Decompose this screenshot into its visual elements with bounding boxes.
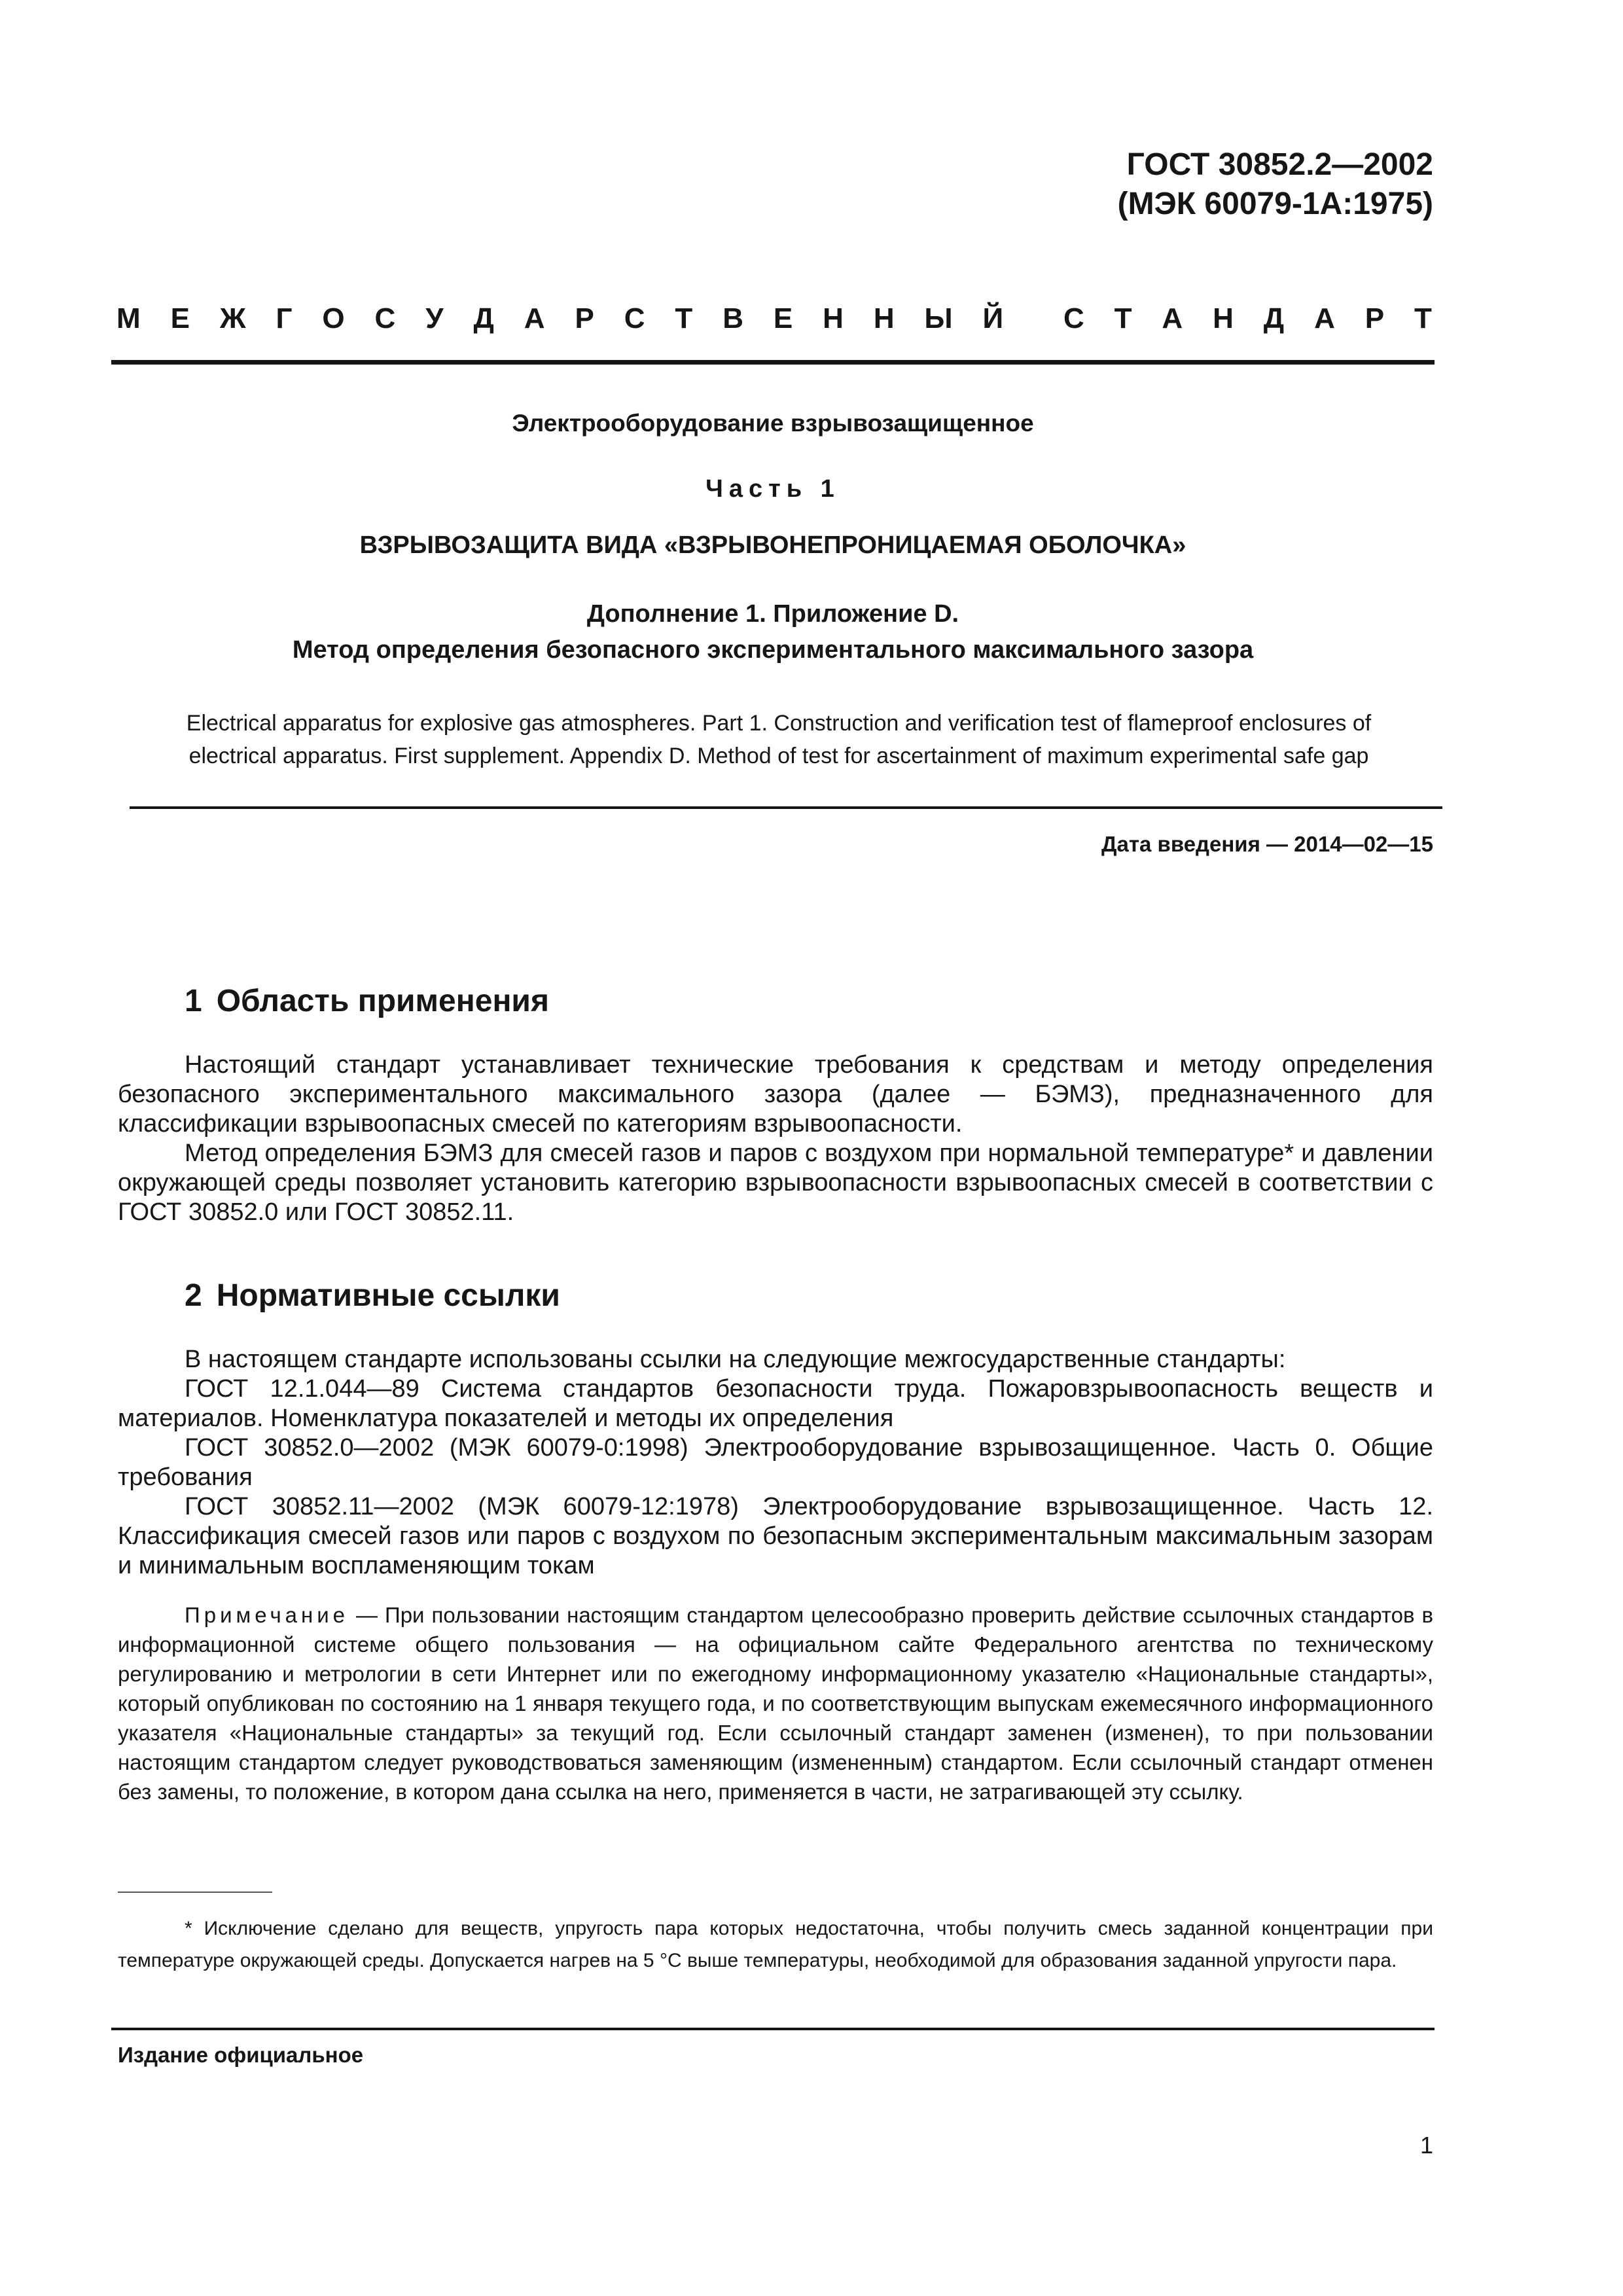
heading-letter: А (1162, 302, 1183, 334)
note (118, 1600, 1433, 1806)
heading-letter: С (374, 302, 396, 334)
heading-letter: А (1314, 302, 1335, 334)
interstate-standard-heading (116, 302, 1432, 335)
heading-letter: Е (773, 302, 793, 334)
section-heading (185, 982, 549, 1021)
note-text: — При пользовании настоящим стандартом целесообразно проверить действие ссылочных стандартов в информационной системе общего пользования — на официальном сайте Федерального агентства по техническому регулированию и метрологии в сети Интернет или по ежегодному информационному указателю «Национальные стандарты», который опубликован по состоянию на 1 января текущего года, и по соответствующим выпускам ежемесячного информационного указателя «Национальные стандарты» за текущий год. Если ссылочный стандарт заменен (изменен), то при пользовании настоящим стандартом следует руководствоваться заменяющим (измененным) стандартом. Если ссылочный стандарт отменен без замены, то положение, в котором дана ссылка на него, применяется в части, не затрагивающей эту ссылку. (118, 1603, 1433, 1804)
heading-letter: Г (276, 302, 293, 334)
heading-letter: Ы (924, 302, 953, 334)
heading-letter: Й (982, 302, 1004, 334)
heading-letter: О (322, 302, 345, 334)
paragraph: ГОСТ 12.1.044—89 Система стандартов безопасности труда. Пожаровзрывоопасность веществ и материалов. Номенклатура показателей и методы их определения (118, 1375, 1433, 1432)
english-title-line: Electrical apparatus for explosive gas atmospheres. Part 1. Construction and verification test of flameproof enclosures of (186, 711, 1372, 736)
footnote: * Исключение сделано для веществ, упругость пара которых недостаточна, чтобы получить смесь заданной концентрации при температуре окружающей среды. Допускается нагрев на 5 °С выше температуры, необходимой для образования заданной упругости пара. (118, 1918, 1433, 1971)
section-number: 2 (185, 1278, 202, 1313)
section-heading (185, 1276, 560, 1316)
paragraph: В настоящем стандарте использованы ссылки на следующие межгосударственные стандарты: (185, 1346, 1286, 1373)
note-label: Примечание (185, 1603, 349, 1627)
heading-letter: Р (1364, 302, 1385, 334)
title-part: Часть 1 (705, 475, 840, 503)
section-body (118, 1345, 1433, 1581)
heading-letter: У (425, 302, 444, 334)
heading-letter: С (624, 302, 645, 334)
heading-letter: В (722, 302, 743, 334)
english-title (118, 707, 1440, 772)
section-body (118, 1050, 1433, 1227)
gost-number: ГОСТ 30852.2—2002 (1126, 147, 1433, 182)
footer-divider (111, 2028, 1435, 2030)
heading-letter: Т (675, 302, 693, 334)
iec-number: (МЭК 60079-1А:1975) (1117, 187, 1433, 221)
heading-letter: Н (1213, 302, 1234, 334)
title-method: Метод определения безопасного экспериментального максимального зазора (292, 636, 1254, 664)
heading-letter: Р (575, 302, 594, 334)
heading-letter: Н (823, 302, 844, 334)
heading-letter: Ж (219, 302, 246, 334)
title-subtitle: ВЗРЫВОЗАЩИТА ВИДА «ВЗРЫВОНЕПРОНИЦАЕМАЯ ОБОЛОЧКА» (359, 531, 1186, 559)
introduction-date: Дата введения — 2014—02—15 (1101, 832, 1433, 856)
heading-letter: Д (1263, 302, 1285, 334)
paragraph: ГОСТ 30852.11—2002 (МЭК 60079-12:1978) Электрооборудование взрывозащищенное. Часть 12. Классификация смесей газов или паров с воздухом по безопасным экспериментальным максимальным зазорам и минимальным воспламеняющим токам (118, 1493, 1433, 1579)
section-number: 1 (185, 984, 202, 1018)
english-title-line: electrical apparatus. First supplement. Appendix D. Method of test for ascertainment of maximum experimental safe gap (188, 744, 1369, 768)
footnote-divider (118, 1892, 272, 1893)
section-title: Нормативные ссылки (216, 1278, 560, 1313)
heading-letter: Т (1414, 302, 1432, 334)
section-title: Область применения (216, 984, 549, 1018)
title-supplement: Дополнение 1. Приложение D. (586, 600, 959, 628)
heading-letter: Е (170, 302, 190, 334)
page-number: 1 (1419, 2132, 1433, 2159)
heading-letter: М (116, 302, 141, 334)
paragraph: Метод определения БЭМЗ для смесей газов и паров с воздухом при нормальной температуре* и давлении окружающей среды позволяет установить категорию взрывоопасности взрывоопасных смесей в соответствии с ГОСТ 30852.0 или ГОСТ 30852.11. (118, 1139, 1433, 1226)
edition-label: Издание официальное (118, 2043, 364, 2067)
heading-letter: С (1063, 302, 1084, 334)
document-code (1118, 145, 1433, 224)
paragraph: Настоящий стандарт устанавливает технические требования к средствам и методу определения безопасного экспериментального максимального зазора (далее — БЭМЗ), предназначенного для классификации взрывоопасных смесей по категориям взрывоопасности. (118, 1051, 1433, 1138)
paragraph: ГОСТ 30852.0—2002 (МЭК 60079-0:1998) Электрооборудование взрывозащищенное. Часть 0. Общие требования (118, 1434, 1433, 1491)
heading-letter: Т (1114, 302, 1132, 334)
heading-letter: А (524, 302, 545, 334)
heading-divider (111, 360, 1435, 365)
heading-letter: Н (873, 302, 895, 334)
title-divider (130, 806, 1442, 809)
title-main: Электрооборудование взрывозащищенное (512, 410, 1034, 437)
heading-letter: Д (473, 302, 494, 334)
